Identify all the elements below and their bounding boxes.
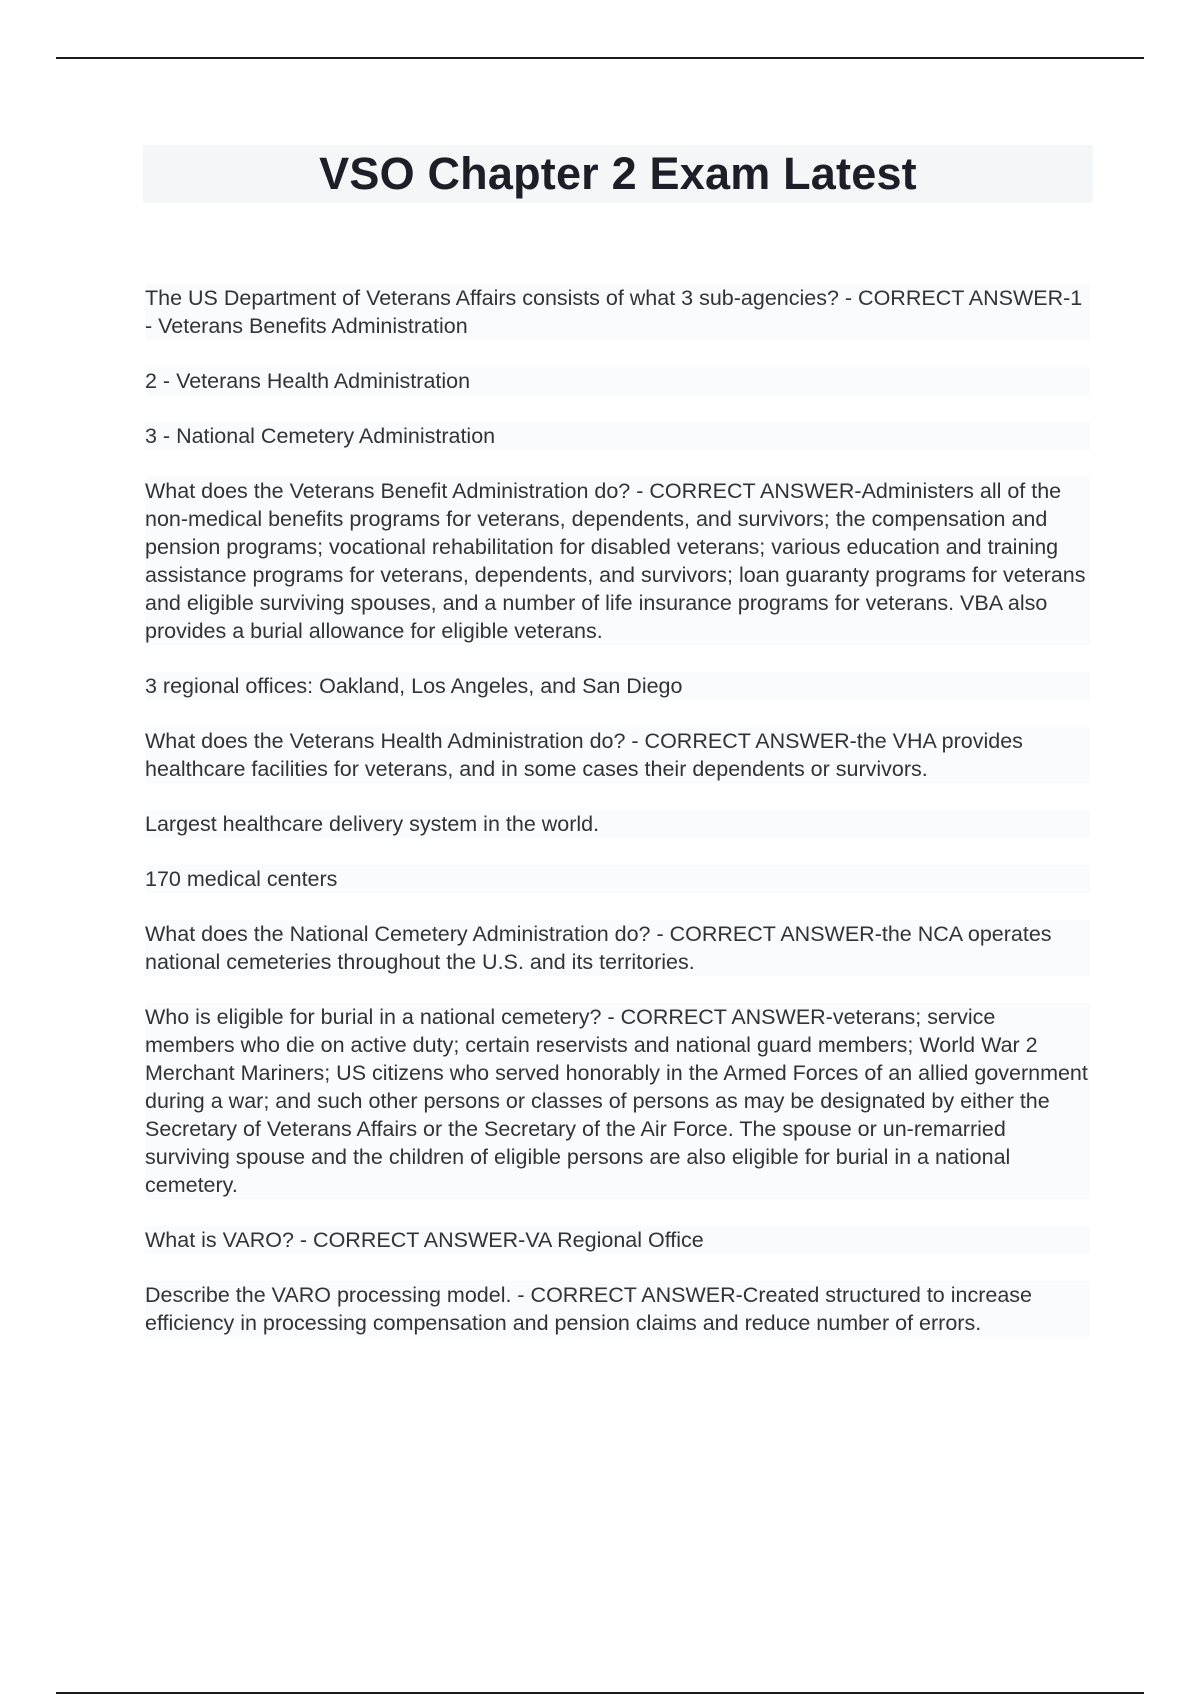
paragraph-varo: What is VARO? - CORRECT ANSWER-VA Regional Office bbox=[145, 1226, 1090, 1254]
paragraph-vha-description: What does the Veterans Health Administration do? - CORRECT ANSWER-the VHA provides healthcare facilities for veterans, and in some cases their dependents or survivors. bbox=[145, 727, 1090, 783]
paragraph-varo-model: Describe the VARO processing model. - CORRECT ANSWER-Created structured to increase efficiency in processing compensation and pension claims and reduce number of errors. bbox=[145, 1281, 1090, 1337]
paragraph-vba-description: What does the Veterans Benefit Administration do? - CORRECT ANSWER-Administers all of the non-medical benefits programs for veterans, dependents, and survivors; the compensation and pension programs; vocational rehabilitation for disabled veterans; various education and training assistance programs for veterans, dependents, and survivors; loan guaranty programs for veterans and eligible surviving spouses, and a number of life insurance programs for veterans. VBA also provides a burial allowance for eligible veterans. bbox=[145, 477, 1090, 645]
title-band bbox=[143, 145, 1093, 203]
page-title: VSO Chapter 2 Exam Latest bbox=[319, 148, 917, 199]
document-body bbox=[145, 284, 1090, 1364]
paragraph-largest-healthcare: Largest healthcare delivery system in the world. bbox=[145, 810, 1090, 838]
paragraph-nca-description: What does the National Cemetery Administration do? - CORRECT ANSWER-the NCA operates national cemeteries throughout the U.S. and its territories. bbox=[145, 920, 1090, 976]
paragraph-medical-centers: 170 medical centers bbox=[145, 865, 1090, 893]
paragraph-va-sub-agencies: The US Department of Veterans Affairs consists of what 3 sub-agencies? - CORRECT ANSWER-1 - Veterans Benefits Administration bbox=[145, 284, 1090, 340]
paragraph-nca-item: 3 - National Cemetery Administration bbox=[145, 422, 1090, 450]
paragraph-burial-eligibility: Who is eligible for burial in a national cemetery? - CORRECT ANSWER-veterans; service members who die on active duty; certain reservists and national guard members; World War 2 Merchant Mariners; US citizens who served honorably in the Armed Forces of an allied government during a war; and such other persons or classes of persons as may be designated by either the Secretary of Veterans Affairs or the Secretary of the Air Force. The spouse or un-remarried surviving spouse and the children of eligible persons are also eligible for burial in a national cemetery. bbox=[145, 1003, 1090, 1199]
header-rule bbox=[56, 57, 1144, 59]
paragraph-vha-item: 2 - Veterans Health Administration bbox=[145, 367, 1090, 395]
footer-rule bbox=[56, 1692, 1144, 1694]
paragraph-regional-offices: 3 regional offices: Oakland, Los Angeles, and San Diego bbox=[145, 672, 1090, 700]
